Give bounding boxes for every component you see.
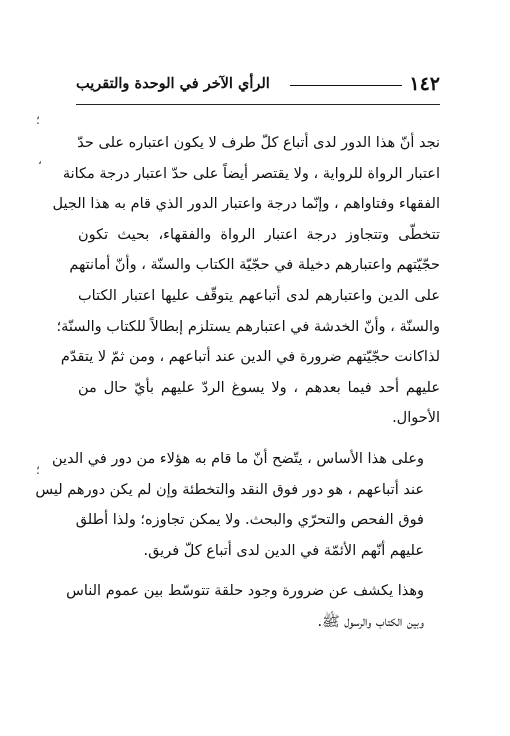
text-line: الأحوال.	[392, 410, 440, 427]
text-line: عليهم أحد فيما بعدهم ، ولا يسوغ الردّ عليهم بأيّ حال من	[78, 379, 440, 396]
text-line: حجّيّتهم واعتبارهم دخيلة في حجّيّة الكتاب والسنّة ، وأنّ أمانتهم	[69, 257, 440, 274]
paragraph	[35, 444, 440, 566]
margin-mark: ؛	[36, 463, 40, 477]
header-dash-rule	[290, 85, 402, 86]
text-line: لذاكانت حجّيّتهم ضرورة في الدين عند أتباعهم ، ومن ثمّ لا يتقدّم	[60, 349, 440, 366]
text-line: اعتبار الرواة للرواية ، ولا يقتصر أيضاً على حدّ اعتبار درجة مكانة	[62, 165, 440, 182]
header-underline	[76, 104, 440, 105]
text-line: فوق الفحص والتحرّي والبحث. ولا يمكن تجاوزه؛ ولذا أطلق	[75, 512, 424, 529]
text-line: وعلى هذا الأساس ، يتّضح أنّ ما قام به هؤلاء من دور في الدين	[52, 450, 424, 467]
text-line: الفقهاء وفتاواهم ، وإنّما درجة واعتبار الدور الذي قام به هذا الجيل	[52, 196, 440, 213]
text-line: نجد أنّ هذا الدور لدى أتباع كلّ طرف لا يكون اعتباره على حدّ	[77, 135, 440, 151]
text-line: عليهم أنّهم الأئمّة في الدين لدى أتباع كلّ فريق.	[143, 542, 424, 559]
margin-mark: ،	[38, 153, 42, 167]
text-line: على الدين واعتبارهم لدى أتباعهم يتوقّف عليها اعتبار الكتاب	[78, 287, 440, 304]
page-header	[76, 72, 440, 112]
running-title: الرأي الآخر في الوحدة والتقريب	[76, 75, 270, 92]
text-line: والسنّة ، وأنّ الخدشة في اعتبارهم يستلزم إبطالاً للكتاب والسنّة؛	[56, 318, 440, 335]
paragraph	[66, 576, 440, 637]
text-line: وبين الكتاب والرسول ﷺ.	[317, 613, 424, 630]
body-text	[35, 128, 440, 648]
text-line: وهذا يكشف عن ضرورة وجود حلقة تتوسّط بين عموم الناس	[66, 583, 424, 600]
page-number: ١٤٢	[409, 73, 440, 95]
text-line: عند أتباعهم ، هو دور فوق النقد والتخطئة وإن لم يكن دورهم ليس	[35, 481, 424, 498]
text-line: تتخطّى وتتجاوز درجة اعتبار الرواة والفقهاء، بحيث تكون	[78, 226, 440, 243]
paragraph	[52, 128, 440, 434]
margin-mark: ؛	[36, 113, 40, 127]
